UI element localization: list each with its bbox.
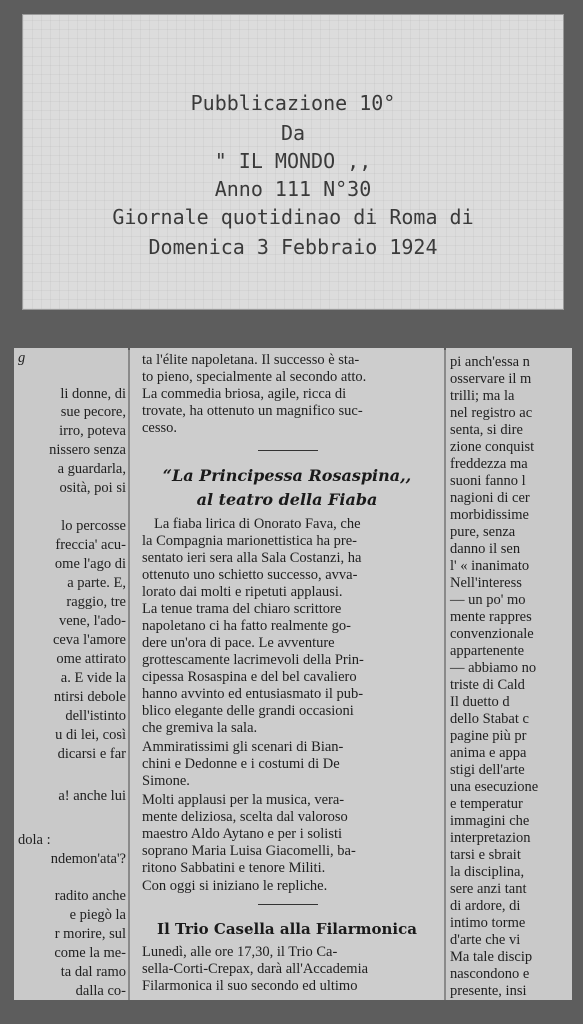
text-line: Ma tale discip (450, 949, 533, 965)
text-line: zione conquist (450, 439, 535, 455)
text-line: trilli; ma la (450, 388, 515, 404)
text-line: sere anzi tant (450, 881, 527, 897)
text-line: radito anche (54, 888, 126, 904)
text-line: — un po' mo (450, 592, 526, 608)
text-line: chini e Dedonne e i costumi di De (142, 756, 340, 772)
text-line: ottenuto uno schietto successo, avva- (142, 567, 358, 583)
text-line: e temperatur (450, 796, 523, 812)
text-line: appartenente (450, 643, 525, 659)
headline-trio-casella: Il Trio Casella alla Filarmonica (157, 920, 417, 938)
text-line: raggio, tre (66, 594, 126, 610)
text-line: blico elegante delle grandi occasioni (142, 703, 354, 719)
text-line: nascondono e (450, 966, 530, 982)
label-line-da: Da (280, 121, 306, 145)
text-line: come la me- (54, 945, 126, 961)
text-line: osservare il m (450, 371, 532, 387)
text-line: dalla co- (75, 983, 126, 999)
text-line: irro, poteva (59, 423, 126, 439)
text-line: mente deliziosa, scelta dal valoroso (142, 809, 348, 825)
text-line: ome attirato (56, 651, 126, 667)
text-line: l' « inanimato (450, 558, 530, 574)
text-line: ta dal ramo (60, 964, 126, 980)
text-line: Il duetto d (450, 694, 510, 710)
text-line: Con oggi si iniziano le repliche. (142, 878, 328, 894)
text-line: nissero senza (49, 442, 126, 458)
label-line-date: Domenica 3 Febbraio 1924 (148, 235, 438, 259)
text-line: a! anche lui (58, 788, 126, 804)
clipping-right-column (446, 348, 572, 1000)
text-line: nel registro ac (450, 405, 533, 421)
text-line: freccia' acu- (55, 537, 126, 553)
text-line: a. E vide la (60, 670, 126, 686)
text-line: intimo torme (450, 915, 526, 931)
text-line: la Compagnia marionettistica ha pre- (142, 533, 358, 549)
text-line: u di lei, così (55, 727, 126, 743)
text-line: anima e appa (450, 745, 527, 761)
text-line: dell'istinto (65, 708, 126, 724)
archive-label-card (22, 14, 564, 310)
text-line: freddezza ma (450, 456, 528, 472)
text-line: dicarsi e far (57, 746, 126, 762)
article-divider (258, 904, 318, 905)
text-line: mente rappres (450, 609, 532, 625)
text-line: danno il sen (450, 541, 521, 557)
text-line: convenzionale (450, 626, 534, 642)
text-line: Ammiratissimi gli scenari di Bian- (142, 739, 344, 755)
text-line: La fiaba lirica di Onorato Fava, che (154, 516, 361, 532)
article-divider (258, 450, 318, 451)
text-line: to pieno, specialmente al secondo atto. (142, 369, 367, 385)
text-line: lo percosse (61, 518, 126, 534)
text-line: trovate, ha ottenuto un magnifico suc- (142, 403, 363, 419)
text-line: li donne, di (60, 386, 126, 402)
text-line: Simone. (142, 773, 190, 789)
text-line: di ardore, di (450, 898, 521, 914)
text-line: hanno avvinto ed entusiasmato il pub- (142, 686, 364, 702)
text-line: che gremiva la sala. (142, 720, 258, 736)
clipping-middle-column (130, 348, 444, 1000)
text-line: la disciplina, (450, 864, 525, 880)
text-line: suoni fanno l (450, 473, 526, 489)
text-line: nagioni di cer (450, 490, 530, 506)
text-line: maestro Aldo Aytano e per i solisti (142, 826, 343, 842)
text-line: vene, l'ado- (58, 613, 126, 629)
text-line: dello Stabat c (450, 711, 529, 727)
text-line: napoletano ci ha fatto realmente go- (142, 618, 351, 634)
text-line: Filarmonica il suo secondo ed ultimo (142, 978, 358, 994)
text-line: pagine più pr (450, 728, 527, 744)
label-line-newspaper: " IL MONDO ,, (214, 149, 372, 173)
text-line: ndemon'ata'? (50, 851, 126, 867)
text-line: triste di Cald (450, 677, 525, 693)
label-line-publication: Pubblicazione 10° (190, 91, 396, 115)
text-line: tarsi e sbrait (450, 847, 521, 863)
text-line: a guardarla, (57, 461, 126, 477)
text-line: La commedia briosa, agile, ricca di (142, 386, 347, 402)
text-line: sella-Corti-Crepax, darà all'Accademia (142, 961, 369, 977)
text-line: osità, poi si (59, 480, 126, 496)
text-line: grottescamente lacrimevoli della Prin- (142, 652, 364, 668)
clipping-left-column (14, 348, 128, 1000)
text-line: stigi dell'arte (450, 762, 525, 778)
text-line: cesso. (142, 420, 178, 436)
headline-principessa: “La Principessa Rosaspina,, (162, 466, 412, 485)
text-line: r morire, sul (54, 926, 126, 942)
text-line: ceva l'amore (52, 632, 126, 648)
text-line: immagini che (450, 813, 530, 829)
text-line: dola : (18, 832, 51, 848)
label-line-issue: Anno 111 N°30 (214, 177, 372, 201)
label-line-description: Giornale quotidinao di Roma di (112, 205, 474, 229)
text-line: cipessa Rosaspina e del bel cavaliero (142, 669, 357, 685)
text-line: sentato ieri sera alla Sala Costanzi, ha (142, 550, 362, 566)
text-line: Molti applausi per la musica, vera- (142, 792, 345, 808)
text-line: pi anch'essa n (450, 354, 530, 370)
text-line: ta l'élite napoletana. Il successo è sta- (142, 352, 360, 368)
text-line: La tenue trama del chiaro scrittore (142, 601, 342, 617)
headline-teatro-fiaba: al teatro della Fiaba (196, 490, 378, 509)
text-line: ome l'ago di (54, 556, 126, 572)
text-line: d'arte che vi (450, 932, 521, 948)
text-line: — abbiamo no (450, 660, 537, 676)
text-line: presente, insi (450, 983, 527, 999)
text-line: interpretazion (450, 830, 531, 846)
text-line: una esecuzione (450, 779, 539, 795)
text-line: lorato dai molti e ripetuti applausi. (142, 584, 343, 600)
text-line: Lunedì, alle ore 17,30, il Trio Ca- (142, 944, 338, 960)
text-line: morbidissime (450, 507, 529, 523)
text-line: dere un'ora di pace. Le avventure (142, 635, 335, 651)
text-line: g (18, 350, 26, 366)
text-line: sue pecore, (60, 404, 126, 420)
text-line: pure, senza (450, 524, 516, 540)
text-line: senta, si dire (450, 422, 523, 438)
text-line: e piegò la (69, 907, 126, 923)
text-line: Nell'interess (450, 575, 522, 591)
text-line: a parte. E, (67, 575, 126, 591)
text-line: ntirsi debole (53, 689, 126, 705)
text-line: soprano Maria Luisa Giacomelli, ba- (142, 843, 356, 859)
text-line: ritono Sabbatini e tenore Militi. (142, 860, 326, 876)
